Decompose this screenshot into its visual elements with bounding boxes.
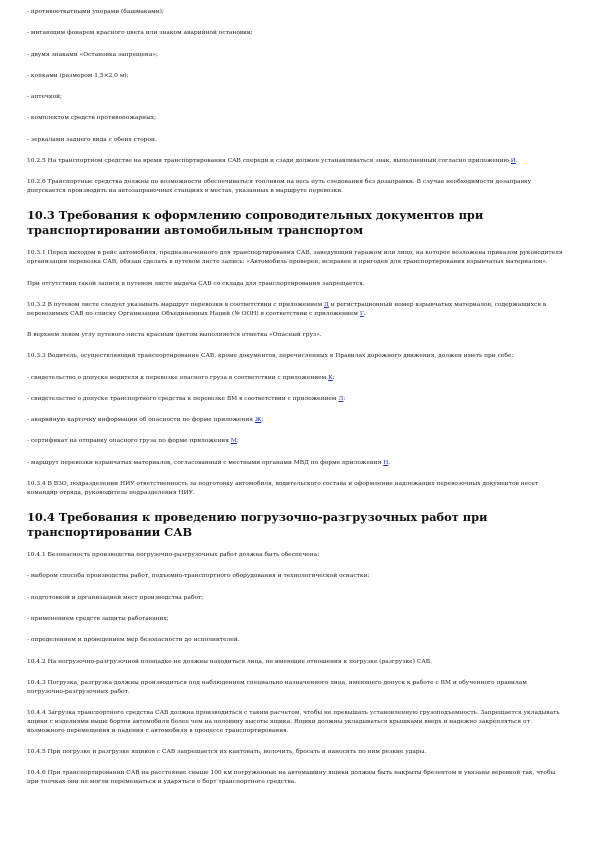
paragraph [27,594,565,603]
paragraph [27,93,565,102]
paragraph [27,51,565,60]
paragraph [27,352,565,361]
paragraph-text: - подготовкой и организацией мест производства работ; [27,594,204,601]
paragraph-text: ; [332,374,335,381]
paragraph [27,437,565,446]
paragraph-text: . [388,459,391,466]
paragraph [27,636,565,645]
paragraph [27,572,565,581]
paragraph [27,416,565,425]
paragraph-text: - сертификат на отправку опасного груза по форме приложения [27,438,231,445]
paragraph [27,374,565,383]
paragraph-text: 10.2.5 На транспортном средстве на время транспортирования САВ спереди и сзади должен устанавливаться знак, выполненный согласно приложению [27,158,511,165]
paragraph [27,157,565,166]
paragraph-text: 10.4.1 Безопасность производства погрузочно-разгрузочных работ должна быть обеспечена: [27,552,320,559]
paragraph [27,480,565,498]
paragraph-text: 10.3.3 Водитель, осуществляющий транспортирование САВ, кроме документов, перечисленных в Правилах дорожного движения, должен иметь при себе: [27,353,514,360]
section-heading: 10.3 Требования к оформлению сопроводительных документов при транспортировании автомобильным транспортом [27,208,484,237]
paragraph [27,679,565,697]
paragraph [27,178,565,196]
paragraph [27,459,565,468]
paragraph-text: - двумя знаками «Остановка запрещена»; [27,51,158,58]
appendix-link[interactable]: Д [324,301,329,308]
paragraph-text: - противооткатными упорами (башмаками); [27,9,164,15]
paragraph-text: - зеркалами заднего вида с обеих сторон. [27,136,157,143]
paragraph-text: - маршрут перевозки взрывчатых материалов, согласованный с местными органами МВД по форме приложения [27,459,384,466]
paragraph [27,8,565,17]
paragraph [27,709,565,735]
paragraph [27,114,565,123]
appendix-link[interactable]: Ж [254,417,262,424]
paragraph-text: 10.4.5 При погрузке и разгрузке ящиков с САВ запрещается их кантовать, волочить, бросать и наносить по ним резкие удары. [27,748,427,755]
paragraph-text: - аварийную карточку информации об опасности по форме приложения [27,417,255,424]
paragraph [27,301,565,319]
appendix-link[interactable]: Л [338,395,344,402]
paragraph-text: ; [236,438,239,445]
paragraph [27,769,565,787]
paragraph-text: 10.4.6 При транспортировании САВ на расстояние свыше 100 км погруженные на автомашину ящики должны быть накрыты брезентом и увязаны веревкой так, чтобы при толчках они не могли перемещаться и ударяться о борт транспортного средства. [27,770,556,785]
paragraph-text: 10.3.4 В ВЗО, подразделении НИУ ответственность за подготовку автомобиля, водительского состава и оформление надлежащих перевозочных документов несет командир отряда, руководитель подразделения НИУ. [27,481,539,496]
paragraph [27,395,565,404]
paragraph-text: - свидетельство о допуске водителя к перевозке опасного груза в соответствии с приложением [27,374,329,381]
paragraph-text: - выбором способа производства работ, подъемно-транспортного оборудования и технологической оснастки; [27,573,370,580]
paragraph-text: 10.2.6 Транспортные средства должны по возможности обеспечиваться топливом на весь путь следования без дозаправки. В случае необходимости дозаправку допускается производить на автозаправочных станциях в местах, указанных в маршруте перевозки. [27,179,532,195]
paragraph [27,551,565,560]
paragraph-text: - применением средств защиты работающих; [27,616,169,623]
paragraph [27,29,565,38]
paragraph [27,249,565,267]
paragraph [27,615,565,624]
paragraph [27,658,565,667]
paragraph [27,72,565,81]
paragraph [27,136,565,145]
paragraph-text: - определением и проведением мер безопасности до исполнителей. [27,637,240,644]
appendix-link[interactable]: И [510,158,516,165]
paragraph-text: . [363,310,366,317]
paragraph [27,331,565,340]
paragraph-text: В верхнем левом углу путевого листа красным цветом выполняется отметка «Опасный груз». [27,331,322,338]
paragraph-text: ; [261,417,264,424]
paragraph-text: 10.4.4 Загрузка транспортного средства САВ должна производиться с таким расчетом, чтобы не превышать установленную грузоподъемность. Запрещается укладывать ящики с изделиями выше бортов автомобиля более чем на половину высоты ящика. Ящики должны укладываться крышками вверх и надежно закрепляться от возможного перемещения и падения с автомобиля в процессе транспортирования. [27,710,560,734]
paragraph-text: 10.3.2 В путевом листе следует указывать маршрут перевозки в соответствии с приложением [27,301,325,308]
paragraph-text: - аптечкой; [27,94,63,101]
paragraph-text: ; [343,395,346,402]
paragraph [27,748,565,757]
appendix-link[interactable]: Н [383,459,389,466]
paragraph-text: 10.4.2 На погрузочно-разгрузочной площадке не должны находиться лица, не имеющие отношения к погрузке (разгрузке) САВ. [27,658,432,665]
section-heading: 10.4 Требования к проведению погрузочно-разгрузочных работ при транспортировании САВ [27,510,488,539]
paragraph-text: При отсутствии такой записи в путевом листе выдача САВ со склада для транспортирования запрещается. [27,280,365,287]
appendix-link[interactable]: Г [359,310,364,317]
paragraph-text: - мигающим фонарем красного цвета или знаком аварийной остановки; [27,30,253,37]
document-body [27,8,565,799]
paragraph-text: - комплектом средств противопожарных; [27,115,157,122]
paragraph-text: и регистрационный номер взрывчатых материалов, содержащихся в перевозимых САВ по списку Организации Объединенных Наций (№ ООН) в соответствии с приложением [27,301,547,317]
paragraph-text: 10.4.3 Погрузка, разгрузка должны производиться под наблюдением специально назначенного лица, имеющего допуск к работе с ВМ и обученного правилам погрузочно-разгрузочных работ. [27,679,527,695]
paragraph [27,280,565,289]
paragraph-text: - свидетельство о допуске транспортного средства к перевозке ВМ в соответствии с приложением [27,395,339,402]
paragraph-text: 10.3.1 Перед выходом в рейс автомобиля, предназначенного для транспортирования САВ, заведующий гаражом или лицо, на которое возложена приказом руководителя организации перевозка САВ, обязан сделать в путевом листе запись: «Автомобиль проверен, исправен и пригоден для транспортирования взрывчатых материалов». [27,250,563,266]
appendix-link[interactable]: К [328,374,333,381]
appendix-link[interactable]: М [230,438,237,445]
paragraph-text: . [515,158,518,165]
paragraph-text: - копками (размером 1,5×2,0 м); [27,72,129,79]
